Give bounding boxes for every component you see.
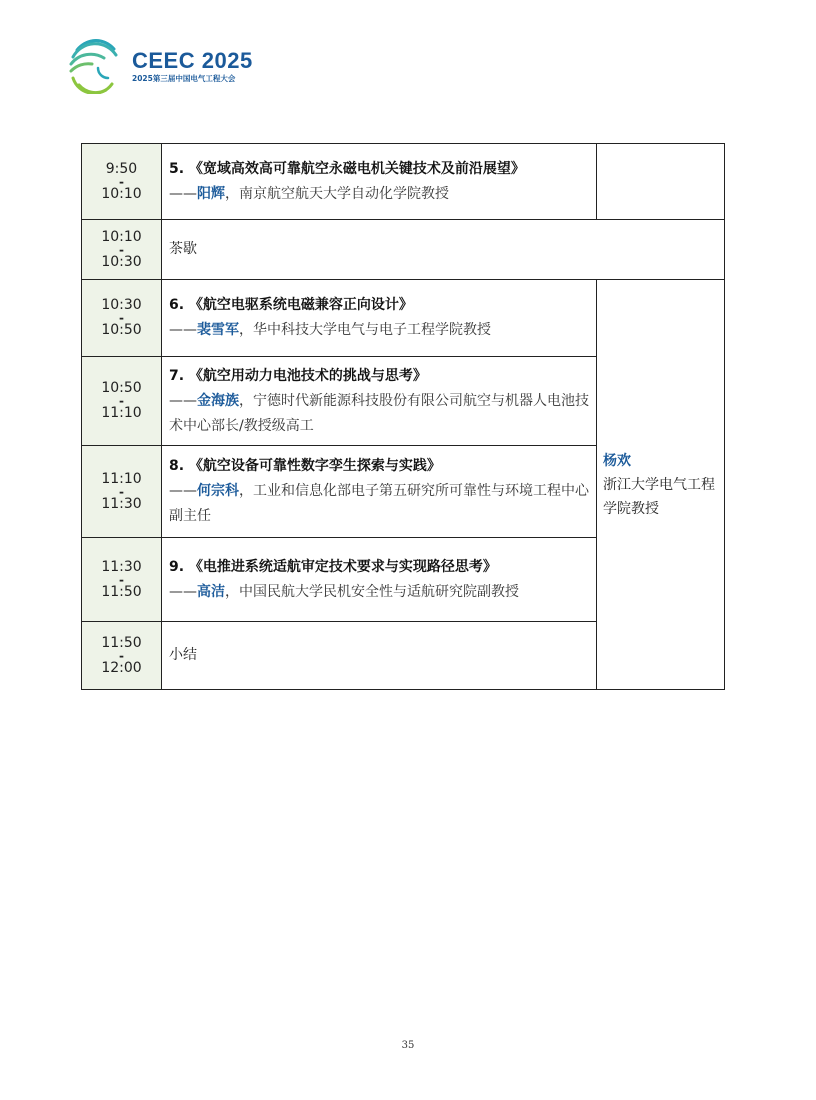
time-cell [82,622,162,690]
end-time: 12:00 [101,659,142,676]
talk-title-text: 《宽域高效高可靠航空永磁电机关键技术及前沿展望》 [188,160,525,177]
talk-title [169,454,589,479]
host-cell [597,280,725,690]
talk-number: 8. [169,458,185,474]
speaker-dash: —— [169,483,197,499]
end-time: 11:30 [101,495,142,512]
end-time: 11:10 [101,405,142,421]
talk-title [169,555,589,580]
speaker-line [169,318,589,343]
time-cell [82,220,162,280]
end-time: 10:50 [101,322,142,338]
speaker-name: 金海族 [197,392,239,409]
speaker-name: 高洁 [197,583,225,600]
time-cell [82,446,162,538]
talk-cell [162,446,597,538]
end-time: 11:50 [101,583,142,600]
speaker-dash: —— [169,322,197,338]
time-separator: - [119,311,124,325]
speaker-affiliation: ，南京航空航天大学自动化学院教授 [225,185,449,202]
talk-number: 7. [169,367,185,384]
break-label: 茶歇 [169,241,197,257]
time-separator: - [119,394,124,408]
closing-cell [162,622,597,690]
speaker-name: 裴雪军 [197,322,239,338]
start-time: 11:50 [101,634,142,651]
start-time: 11:30 [101,558,142,575]
speaker-line [169,182,589,207]
talk-cell [162,280,597,357]
start-time: 10:10 [101,228,142,245]
time-cell [82,280,162,357]
talk-title-text: 《航空用动力电池技术的挑战与思考》 [188,367,427,384]
talk-cell [162,357,597,446]
end-time: 10:30 [101,253,142,270]
speaker-line [169,389,589,439]
time-cell [82,144,162,220]
time-cell [82,357,162,446]
host-title: 浙江大学电气工程学院教授 [603,476,715,517]
speaker-dash: —— [169,185,197,202]
start-time: 11:10 [101,470,142,487]
speaker-dash: —— [169,583,197,600]
talk-cell [162,144,597,220]
time-separator: - [119,484,124,499]
time-cell [82,538,162,622]
speaker-name: 何宗科 [197,483,239,499]
speaker-affiliation: ，宁德时代新能源科技股份有限公司航空与机器人电池技术中心部长/教授级高工 [169,392,589,434]
speaker-line [169,479,589,529]
logo-subtitle: 2025第三届中国电气工程大会 [132,74,236,83]
talk-title-text: 《航空电驱系统电磁兼容正向设计》 [188,297,413,313]
host-name: 杨欢 [603,452,631,469]
schedule-table [81,143,725,690]
talk-number: 9. [169,558,185,575]
time-separator: - [119,572,124,587]
end-time: 10:10 [101,185,142,202]
speaker-dash: —— [169,392,197,409]
time-separator: - [119,648,124,663]
host-cell-empty [597,144,725,220]
logo-title: CEEC 2025 [132,48,253,73]
start-time: 10:50 [101,380,142,396]
page-number: 35 [401,1040,415,1051]
time-separator: - [119,242,124,257]
break-cell [162,220,725,280]
speaker-line [169,580,589,605]
talk-number: 6. [169,297,185,313]
speaker-affiliation: ，工业和信息化部电子第五研究所可靠性与环境工程中心副主任 [169,483,589,524]
speaker-name: 阳辉 [197,185,225,202]
talk-cell [162,538,597,622]
talk-number: 5. [169,160,185,177]
schedule-row [82,144,725,220]
talk-title [169,364,589,389]
talk-title-text: 《电推进系统适航审定技术要求与实现路径思考》 [188,558,497,575]
time-separator: - [119,174,124,189]
start-time: 10:30 [101,297,142,313]
talk-title [169,293,589,318]
ceec-globe-icon [68,38,124,94]
closing-label: 小结 [169,647,197,663]
speaker-affiliation: ，中国民航大学民机安全性与适航研究院副教授 [225,583,519,600]
schedule-row [82,220,725,280]
schedule-row [82,280,725,357]
talk-title [169,157,589,182]
start-time: 9:50 [105,160,138,177]
speaker-affiliation: ，华中科技大学电气与电子工程学院教授 [239,322,491,338]
conference-logo [68,38,268,94]
talk-title-text: 《航空设备可靠性数字孪生探索与实践》 [188,458,441,474]
